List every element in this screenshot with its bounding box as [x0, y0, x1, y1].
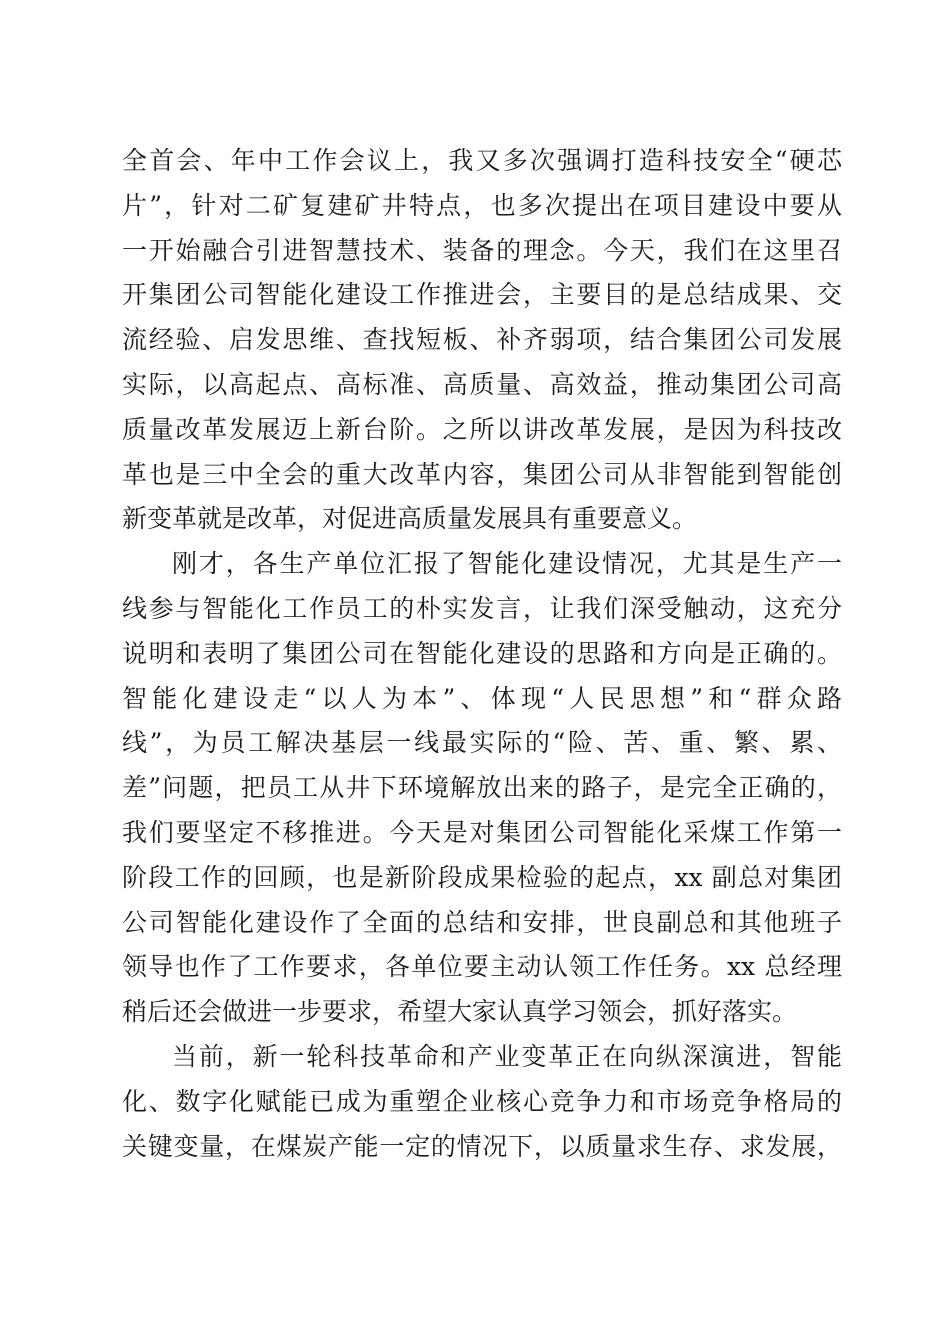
paragraph-2-line-7: 我们要坚定不移推进。今天是对集团公司智能化采煤工作第一 [122, 817, 842, 847]
paragraph-1-line-2: 片”，针对二矿复建矿井特点，也多次提出在项目建设中要从 [122, 190, 842, 220]
paragraph-2-line-5: 线”，为员工解决基层一线最实际的“险、苦、重、繁、累、 [122, 728, 842, 758]
paragraph-3-line-1: 当前，新一轮科技革命和产业变革正在向纵深演进，智能 [172, 1041, 842, 1071]
paragraph-2-line-2: 线参与智能化工作员工的朴实发言，让我们深受触动，这充分 [122, 593, 842, 623]
paragraph-2-line-3: 说明和表明了集团公司在智能化建设的思路和方向是正确的。 [122, 638, 842, 668]
paragraph-1-line-9: 新变革就是改革，对促进高质量发展具有重要意义。 [122, 504, 698, 534]
paragraph-2-line-11: 稍后还会做进一步要求，希望大家认真学习领会，抓好落实。 [122, 997, 798, 1027]
paragraph-3-line-3: 关键变量，在煤炭产能一定的情况下，以质量求生存、求发展， [122, 1131, 842, 1161]
paragraph-2-line-8: 阶段工作的回顾，也是新阶段成果检验的起点，xx 副总对集团 [122, 862, 842, 892]
paragraph-2-line-1: 刚才，各生产单位汇报了智能化建设情况，尤其是生产一 [172, 549, 842, 579]
paragraph-1-line-4: 开集团公司智能化建设工作推进会，主要目的是总结成果、交 [122, 280, 842, 310]
paragraph-1-line-1: 全首会、年中工作会议上，我又多次强调打造科技安全“硬芯 [122, 146, 842, 175]
paragraph-2-line-4: 智能化建设走“以人为本”、体现“人民思想”和“群众路 [122, 683, 842, 713]
paragraph-1-line-7: 质量改革发展迈上新台阶。之所以讲改革发展，是因为科技改 [122, 414, 842, 444]
paragraph-3-line-2: 化、数字化赋能已成为重塑企业核心竞争力和市场竞争格局的 [122, 1086, 842, 1116]
paragraph-2-line-9: 公司智能化建设作了全面的总结和安排，世良副总和其他班子 [122, 907, 842, 937]
paragraph-1-line-3: 一开始融合引进智慧技术、装备的理念。今天，我们在这里召 [122, 235, 842, 265]
paragraph-1-line-6: 实际，以高起点、高标准、高质量、高效益，推动集团公司高 [122, 369, 842, 399]
paragraph-2-line-6: 差”问题，把员工从井下环境解放出来的路子，是完全正确的， [122, 773, 842, 803]
paragraph-1-line-8: 革也是三中全会的重大改革内容，集团公司从非智能到智能创 [122, 459, 842, 489]
paragraph-1-line-5: 流经验、启发思维、查找短板、补齐弱项，结合集团公司发展 [122, 325, 842, 355]
document-body [122, 139, 842, 1169]
paragraph-2-line-10: 领导也作了工作要求，各单位要主动认领工作任务。xx 总经理 [122, 952, 842, 982]
